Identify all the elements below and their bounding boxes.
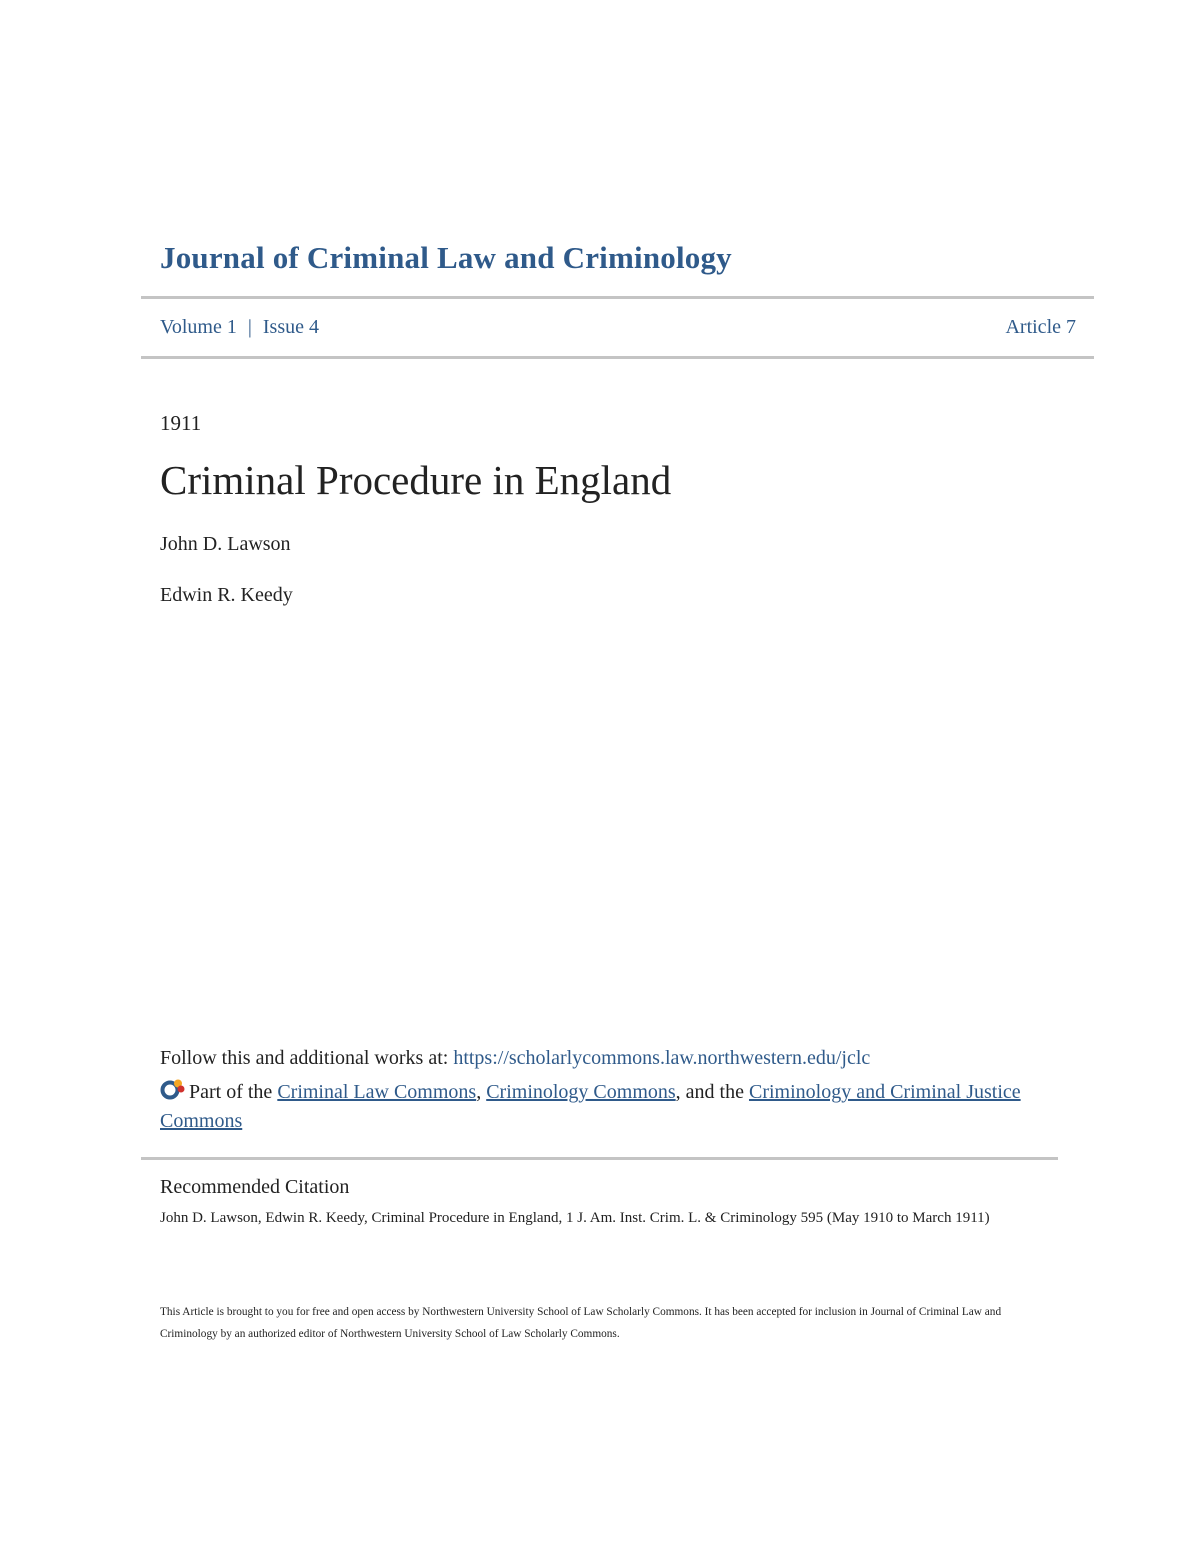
header-top-divider xyxy=(141,296,1094,299)
part-of-commons xyxy=(160,1078,1050,1136)
part-of-comma: , xyxy=(476,1081,482,1103)
volume-link[interactable]: Volume 1 xyxy=(160,316,237,338)
repository-url-link[interactable]: https://scholarlycommons.law.northwestern.edu/jclc xyxy=(453,1047,871,1069)
part-of-middle: , and the xyxy=(675,1081,744,1103)
issue-link[interactable]: Issue 4 xyxy=(262,316,319,338)
volume-issue-separator: | xyxy=(247,316,252,338)
criminology-criminal-justice-commons-link[interactable]: Criminology and Criminal Justice Commons xyxy=(160,1081,1021,1132)
part-of-prefix: Part of the xyxy=(189,1081,273,1103)
volume-issue xyxy=(160,316,319,339)
header-bottom-divider xyxy=(141,356,1094,359)
follow-label: Follow this and additional works at: xyxy=(160,1047,449,1069)
author-name: Edwin R. Keedy xyxy=(160,584,293,606)
publication-year: 1911 xyxy=(160,411,202,435)
journal-title[interactable]: Journal of Criminal Law and Criminology xyxy=(160,240,732,275)
follow-line xyxy=(160,1047,870,1070)
open-access-notice: This Article is brought to you for free and open access by Northwestern University School of Law Scholarly Commons. It has been accepted for inclusion in Journal of Criminal Law and Criminology by an authorized editor of Northwestern University School of Law Scholarly Commons. xyxy=(160,1306,1002,1340)
author-name: John D. Lawson xyxy=(160,533,291,555)
article-number-link[interactable]: Article 7 xyxy=(1005,316,1076,338)
citation-divider xyxy=(141,1157,1058,1160)
criminal-law-commons-link[interactable]: Criminal Law Commons xyxy=(277,1081,477,1103)
recommended-citation-heading: Recommended Citation xyxy=(160,1176,350,1198)
recommended-citation-text: John D. Lawson, Edwin R. Keedy, Criminal Procedure in England, 1 J. Am. Inst. Crim. L. & Criminology 595 (May 1910 to March 1911) xyxy=(160,1210,990,1226)
network-logo-icon xyxy=(160,1078,187,1100)
article-title: Criminal Procedure in England xyxy=(160,457,672,503)
criminology-commons-link[interactable]: Criminology Commons xyxy=(486,1081,676,1103)
